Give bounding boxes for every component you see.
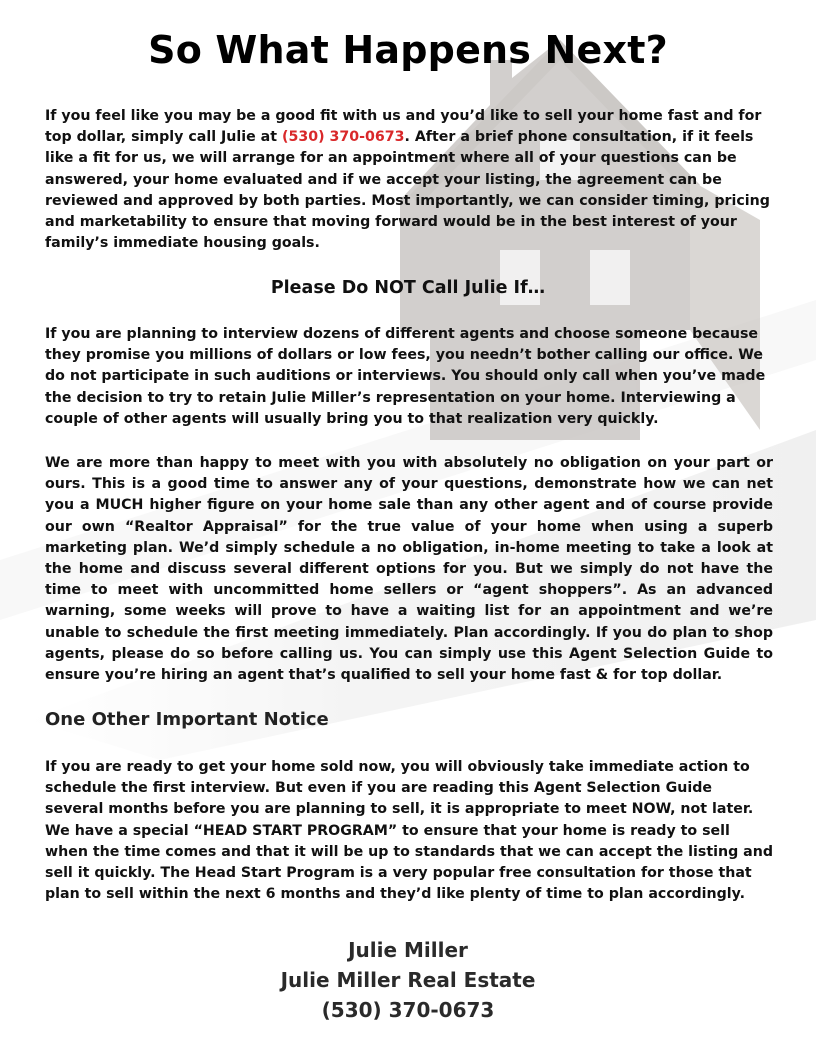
meet-paragraph: We are more than happy to meet with you with absolutely no obligation on your part or ours. This is a good time to answer any of your questions, demonstrate how we can net you a MUCH higher figure on your home sale than any other agent and of course provide our own “Realtor Appraisal” for the true value of your home when using a superb marketing plan. We’d simply schedule a no obligation, in-home meeting to take a look at the home and discuss several different options for you. But we simply do not have the time to meet with uncommitted home sellers or “agent shoppers”. As an advanced warning, some weeks will prove to have a waiting list for an appointment and we’re unable to schedule the first meeting immediately. Plan accordingly. If you do plan to shop agents, please do so before calling us. You can simply use this Agent Selection Guide to ensure you’re hiring an agent that’s qualified to sell your home fast & for top dollar. [45, 455, 773, 684]
do-not-call-heading: Please Do NOT Call Julie If… [270, 278, 546, 298]
signature-phone[interactable]: (530) 370-0673 [321, 998, 495, 1022]
do-not-call-paragraph: If you are planning to interview dozens of different agents and choose someone because they promise you millions of dollars or low fees, you needn’t bother calling our office. We do not participate in such auditions or interviews. You should only call when you’ve made the decision to try to retain Julie Miller’s representation on your home. Interviewing a couple of other agents will usually bring you to that realization very quickly. [45, 326, 766, 427]
intro-paragraph [45, 106, 773, 254]
intro-text-end: . After a brief phone consultation, if it feels like a fit for us, we will arrange for an appointment where all of your questions can be answered, your home evaluated and if we accept your listing, the agreement can be reviewed and approved by both parties. Most importantly, we can consider timing, pricing and marketability to ensure that moving forward would be in the best interest of your family’s immediate housing goals. [45, 129, 770, 252]
intro-text-start: If you feel like you may be a good fit with us and you’d like to sell your home fast and for top dollar, simply call Julie at [45, 108, 762, 146]
important-notice-heading: One Other Important Notice [45, 709, 329, 730]
signature-company: Julie Miller Real Estate [280, 968, 536, 992]
important-notice-paragraph: If you are ready to get your home sold now, you will obviously take immediate action to schedule the first interview. But even if you are reading this Agent Selection Guide several months before you are planning to sell, it is appropriate to meet NOW, not later. We have a special “HEAD START PROGRAM” to ensure that your home is ready to sell when the time comes and that it will be up to standards that we can accept the listing and sell it quickly. The Head Start Program is a very popular free consultation for those that plan to sell within the next 6 months and they’d like plenty of time to plan accordingly. [45, 759, 774, 903]
signature-name: Julie Miller [348, 938, 468, 962]
intro-phone-link[interactable]: (530) 370-0673 [281, 129, 405, 146]
page-title: So What Happens Next? [148, 28, 668, 72]
